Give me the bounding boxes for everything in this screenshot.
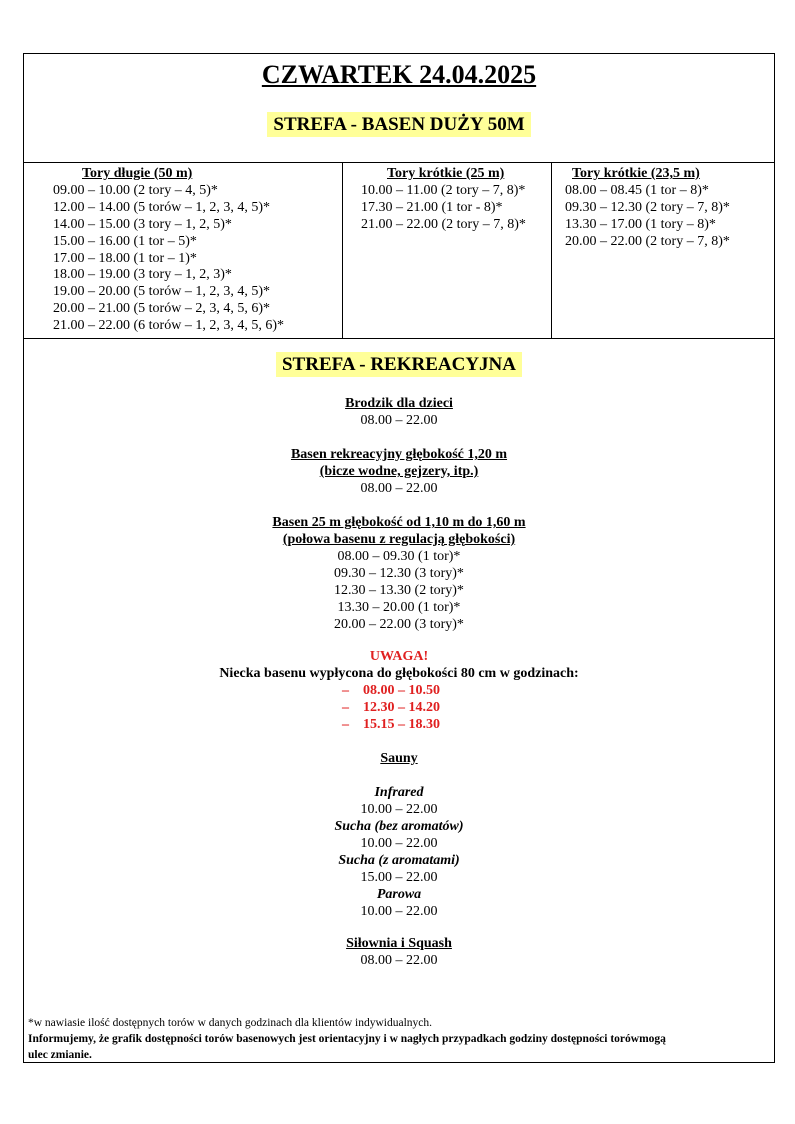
short-lanes-23-column: [551, 163, 773, 338]
lane-slot: 21.00 – 22.00 (6 torów – 1, 2, 3, 4, 5, 6)*: [53, 318, 284, 334]
pool-25-title: Basen 25 m głębokość od 1,10 m do 1,60 m: [272, 515, 526, 530]
gym-hours: 08.00 – 22.00: [360, 953, 438, 968]
sauna-name: Sucha (bez aromatów): [334, 819, 464, 834]
short-lanes-25-list: [342, 183, 551, 234]
sauna-name: Infrared: [374, 785, 424, 800]
saunas-section: [24, 750, 774, 920]
lane-slot: 19.00 – 20.00 (5 torów – 1, 2, 3, 4, 5)*: [53, 284, 270, 300]
schedule-frame: [23, 53, 775, 1063]
lane-slot: 13.30 – 17.00 (1 tory – 8)*: [565, 216, 716, 232]
shallow-time: – 08.00 – 10.50: [342, 683, 440, 698]
recreation-zone-heading: [24, 354, 774, 376]
page-title: CZWARTEK 24.04.2025: [261, 60, 537, 89]
lane-slot: 09.30 – 12.30 (2 tory – 7, 8)*: [565, 199, 730, 215]
lane-slot: 21.00 – 22.00 (2 tory – 7, 8)*: [361, 216, 526, 232]
lane-slot: 18.00 – 19.00 (3 tory – 1, 2, 3)*: [53, 267, 232, 283]
recreation-zone-heading-text: STREFA - REKREACYJNA: [276, 352, 522, 377]
saunas-title: Sauny: [380, 751, 418, 766]
long-lanes-list: [24, 183, 342, 335]
lane-slot: 08.00 – 08.45 (1 tor – 8)*: [565, 182, 709, 198]
long-lanes-header: Tory długie (50 m): [82, 166, 193, 181]
recreation-pool-hours: 08.00 – 22.00: [360, 481, 438, 496]
sauna-hours: 10.00 – 22.00: [360, 904, 438, 919]
pool-25-section: [24, 514, 774, 633]
short-lanes-25-header: Tory krótkie (25 m): [387, 166, 505, 181]
footer-note: *w nawiasie ilość dostępnych torów w danych godzinach dla klientów indywidualnych.: [28, 1017, 433, 1029]
lane-slot: 15.00 – 16.00 (1 tor – 5)*: [53, 233, 197, 249]
lane-slot: 12.00 – 14.00 (5 torów – 1, 2, 3, 4, 5)*: [53, 199, 270, 215]
lane-slot: 14.00 – 15.00 (3 tory – 1, 2, 5)*: [53, 216, 232, 232]
short-lanes-23-list: [551, 183, 773, 251]
pool-lanes-table: [24, 162, 774, 339]
sauna-hours: 10.00 – 22.00: [360, 802, 438, 817]
short-lanes-23-header: Tory krótkie (23,5 m): [572, 166, 700, 181]
pool-25-slot: 12.30 – 13.30 (2 tory)*: [334, 583, 464, 598]
warning-text: Niecka basenu wypłycona do głębokości 80 cm w godzinach:: [219, 666, 579, 681]
pool-25-slot: 20.00 – 22.00 (3 tory)*: [334, 617, 464, 632]
gym-title: Siłownia i Squash: [346, 936, 452, 951]
sauna-name: Sucha (z aromatami): [338, 853, 460, 868]
sauna-name: Parowa: [376, 887, 422, 902]
pool-zone-heading-text: STREFA - BASEN DUŻY 50M: [267, 112, 530, 137]
recreation-pool-title: Basen rekreacyjny głębokość 1,20 m: [290, 447, 508, 462]
pool-25-subtitle: (połowa basenu z regulacją głębokości): [282, 532, 516, 547]
kids-pool-section: [24, 395, 774, 429]
long-lanes-column: [24, 163, 343, 338]
footer-info-line1: Informujemy, że grafik dostępności torów basenowych jest orientacyjny i w nagłych przypadkach godziny dostępności torówmogą: [28, 1033, 666, 1045]
sauna-hours: 10.00 – 22.00: [360, 836, 438, 851]
lane-slot: 09.00 – 10.00 (2 tory – 4, 5)*: [53, 182, 218, 198]
pool-25-slot: 09.30 – 12.30 (3 tory)*: [334, 566, 464, 581]
recreation-pool-subtitle: (bicze wodne, gejzery, itp.): [319, 464, 479, 479]
lane-slot: 17.00 – 18.00 (1 tor – 1)*: [53, 250, 197, 266]
footer-info-line2: ulec zmianie.: [28, 1049, 92, 1061]
recreation-pool-section: [24, 446, 774, 497]
shallow-time: – 12.30 – 14.20: [342, 700, 440, 715]
pool-25-slot: 08.00 – 09.30 (1 tor)*: [337, 549, 461, 564]
warning-label: UWAGA!: [369, 649, 429, 664]
warning-section: [24, 648, 774, 733]
pool-25-slot: 13.30 – 20.00 (1 tor)*: [337, 600, 461, 615]
sauna-hours: 15.00 – 22.00: [360, 870, 438, 885]
pool-zone-heading: [24, 114, 774, 136]
gym-section: [24, 935, 774, 969]
lane-slot: 10.00 – 11.00 (2 tory – 7, 8)*: [361, 182, 526, 198]
kids-pool-hours: 08.00 – 22.00: [360, 413, 438, 428]
lane-slot: 20.00 – 22.00 (2 tory – 7, 8)*: [565, 233, 730, 249]
lane-slot: 17.30 – 21.00 (1 tor - 8)*: [361, 199, 503, 215]
lane-slot: 20.00 – 21.00 (5 torów – 2, 3, 4, 5, 6)*: [53, 301, 270, 317]
kids-pool-title: Brodzik dla dzieci: [345, 396, 453, 411]
short-lanes-25-column: [342, 163, 552, 338]
shallow-time: – 15.15 – 18.30: [342, 717, 440, 732]
